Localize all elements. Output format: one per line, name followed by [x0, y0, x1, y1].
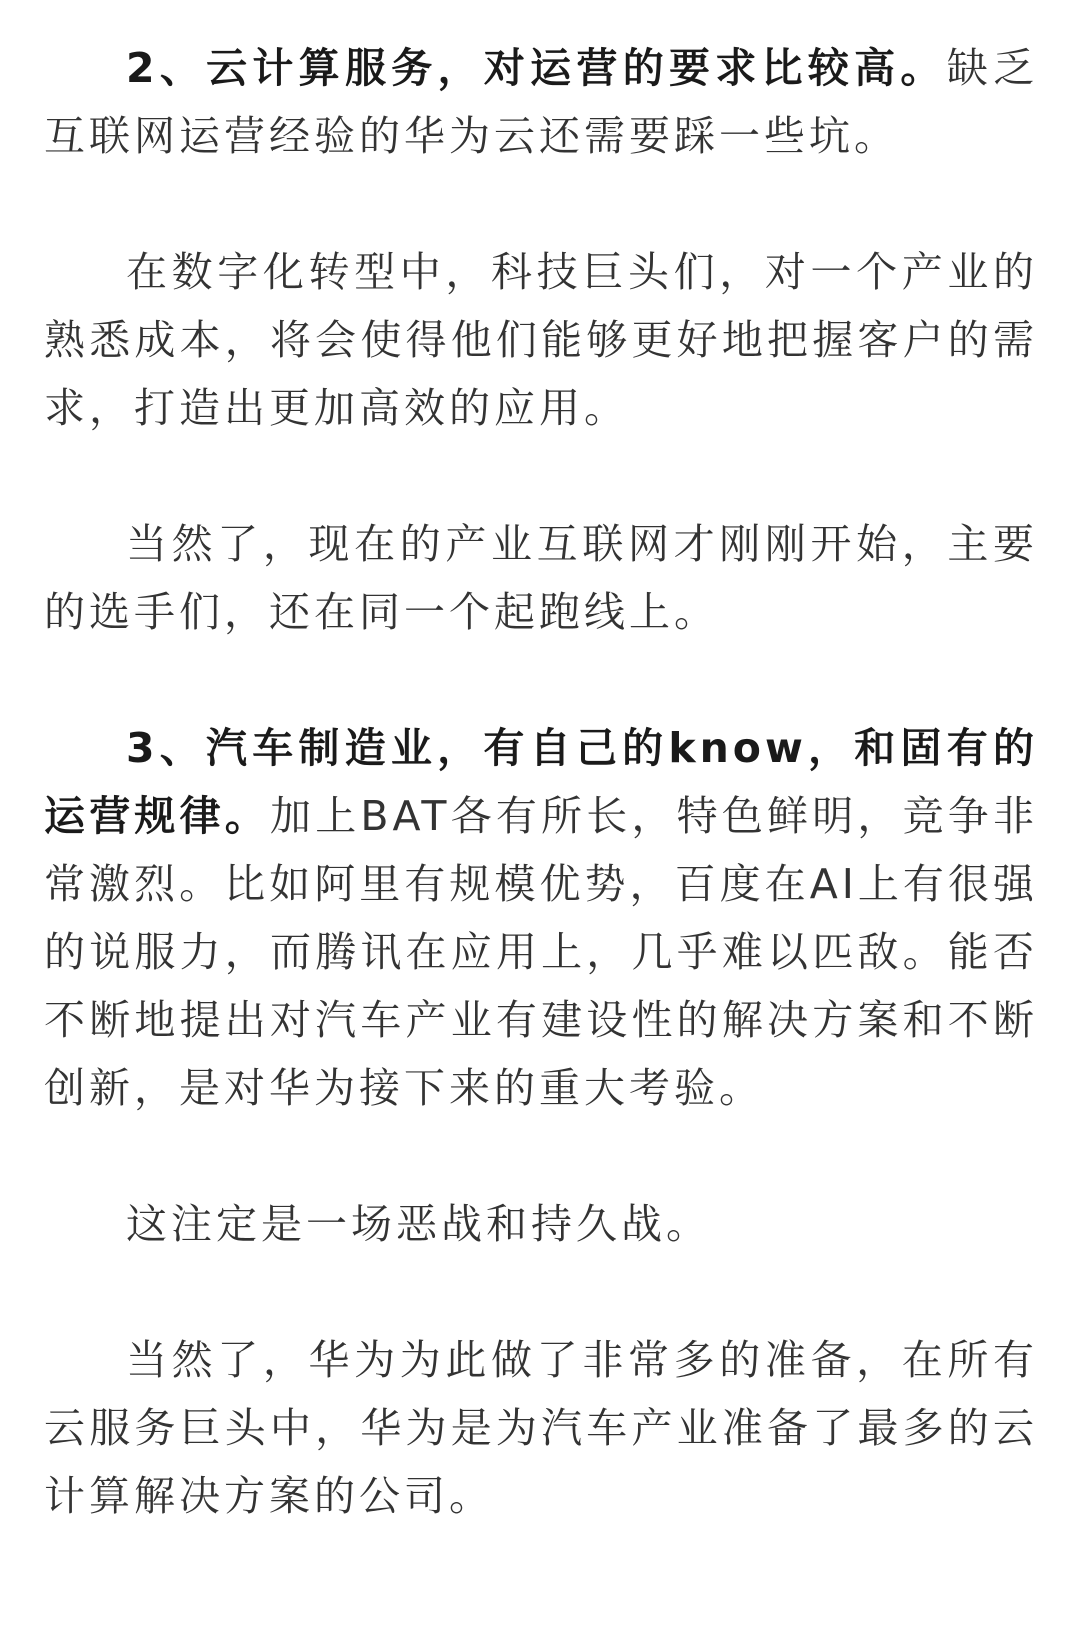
paragraph-hard-battle [44, 1190, 1038, 1258]
paragraph-text: 缺乏互联网运营经验的华为云还需要踩一些坑。 [44, 44, 1039, 160]
paragraph-text: 当然了，华为为此做了非常多的准备，在所有云服务巨头中，华为是为汽车产业准备了最多的云计算解决方案的公司。 [44, 1336, 1038, 1520]
paragraph-auto-manufacturing [44, 714, 1038, 1122]
paragraph-text: 这注定是一场恶战和持久战。 [126, 1200, 711, 1248]
paragraph-huawei-preparation [44, 1326, 1038, 1530]
paragraph-heading: 3、汽车制造业，有自己的know，和固有的运营规律。 [44, 724, 1038, 840]
paragraph-text: 在数字化转型中，科技巨头们，对一个产业的熟悉成本，将会使得他们能够更好地把握客户的需求，打造出更加高效的应用。 [44, 248, 1038, 432]
paragraph-cloud-operations [44, 34, 1038, 170]
paragraph-starting-line [44, 510, 1038, 646]
paragraph-text: 加上BAT各有所长，特色鲜明，竞争非常激烈。比如阿里有规模优势，百度在AI上有很强的说服力，而腾讯在应用上，几乎难以匹敌。能否不断地提出对汽车产业有建设性的解决方案和不断创新，是对华为接下来的重大考验。 [44, 792, 1038, 1112]
paragraph-digital-transformation [44, 238, 1038, 442]
paragraph-text: 当然了，现在的产业互联网才刚刚开始，主要的选手们，还在同一个起跑线上。 [44, 520, 1038, 636]
paragraph-heading: 2、云计算服务，对运营的要求比较高。 [126, 44, 947, 92]
